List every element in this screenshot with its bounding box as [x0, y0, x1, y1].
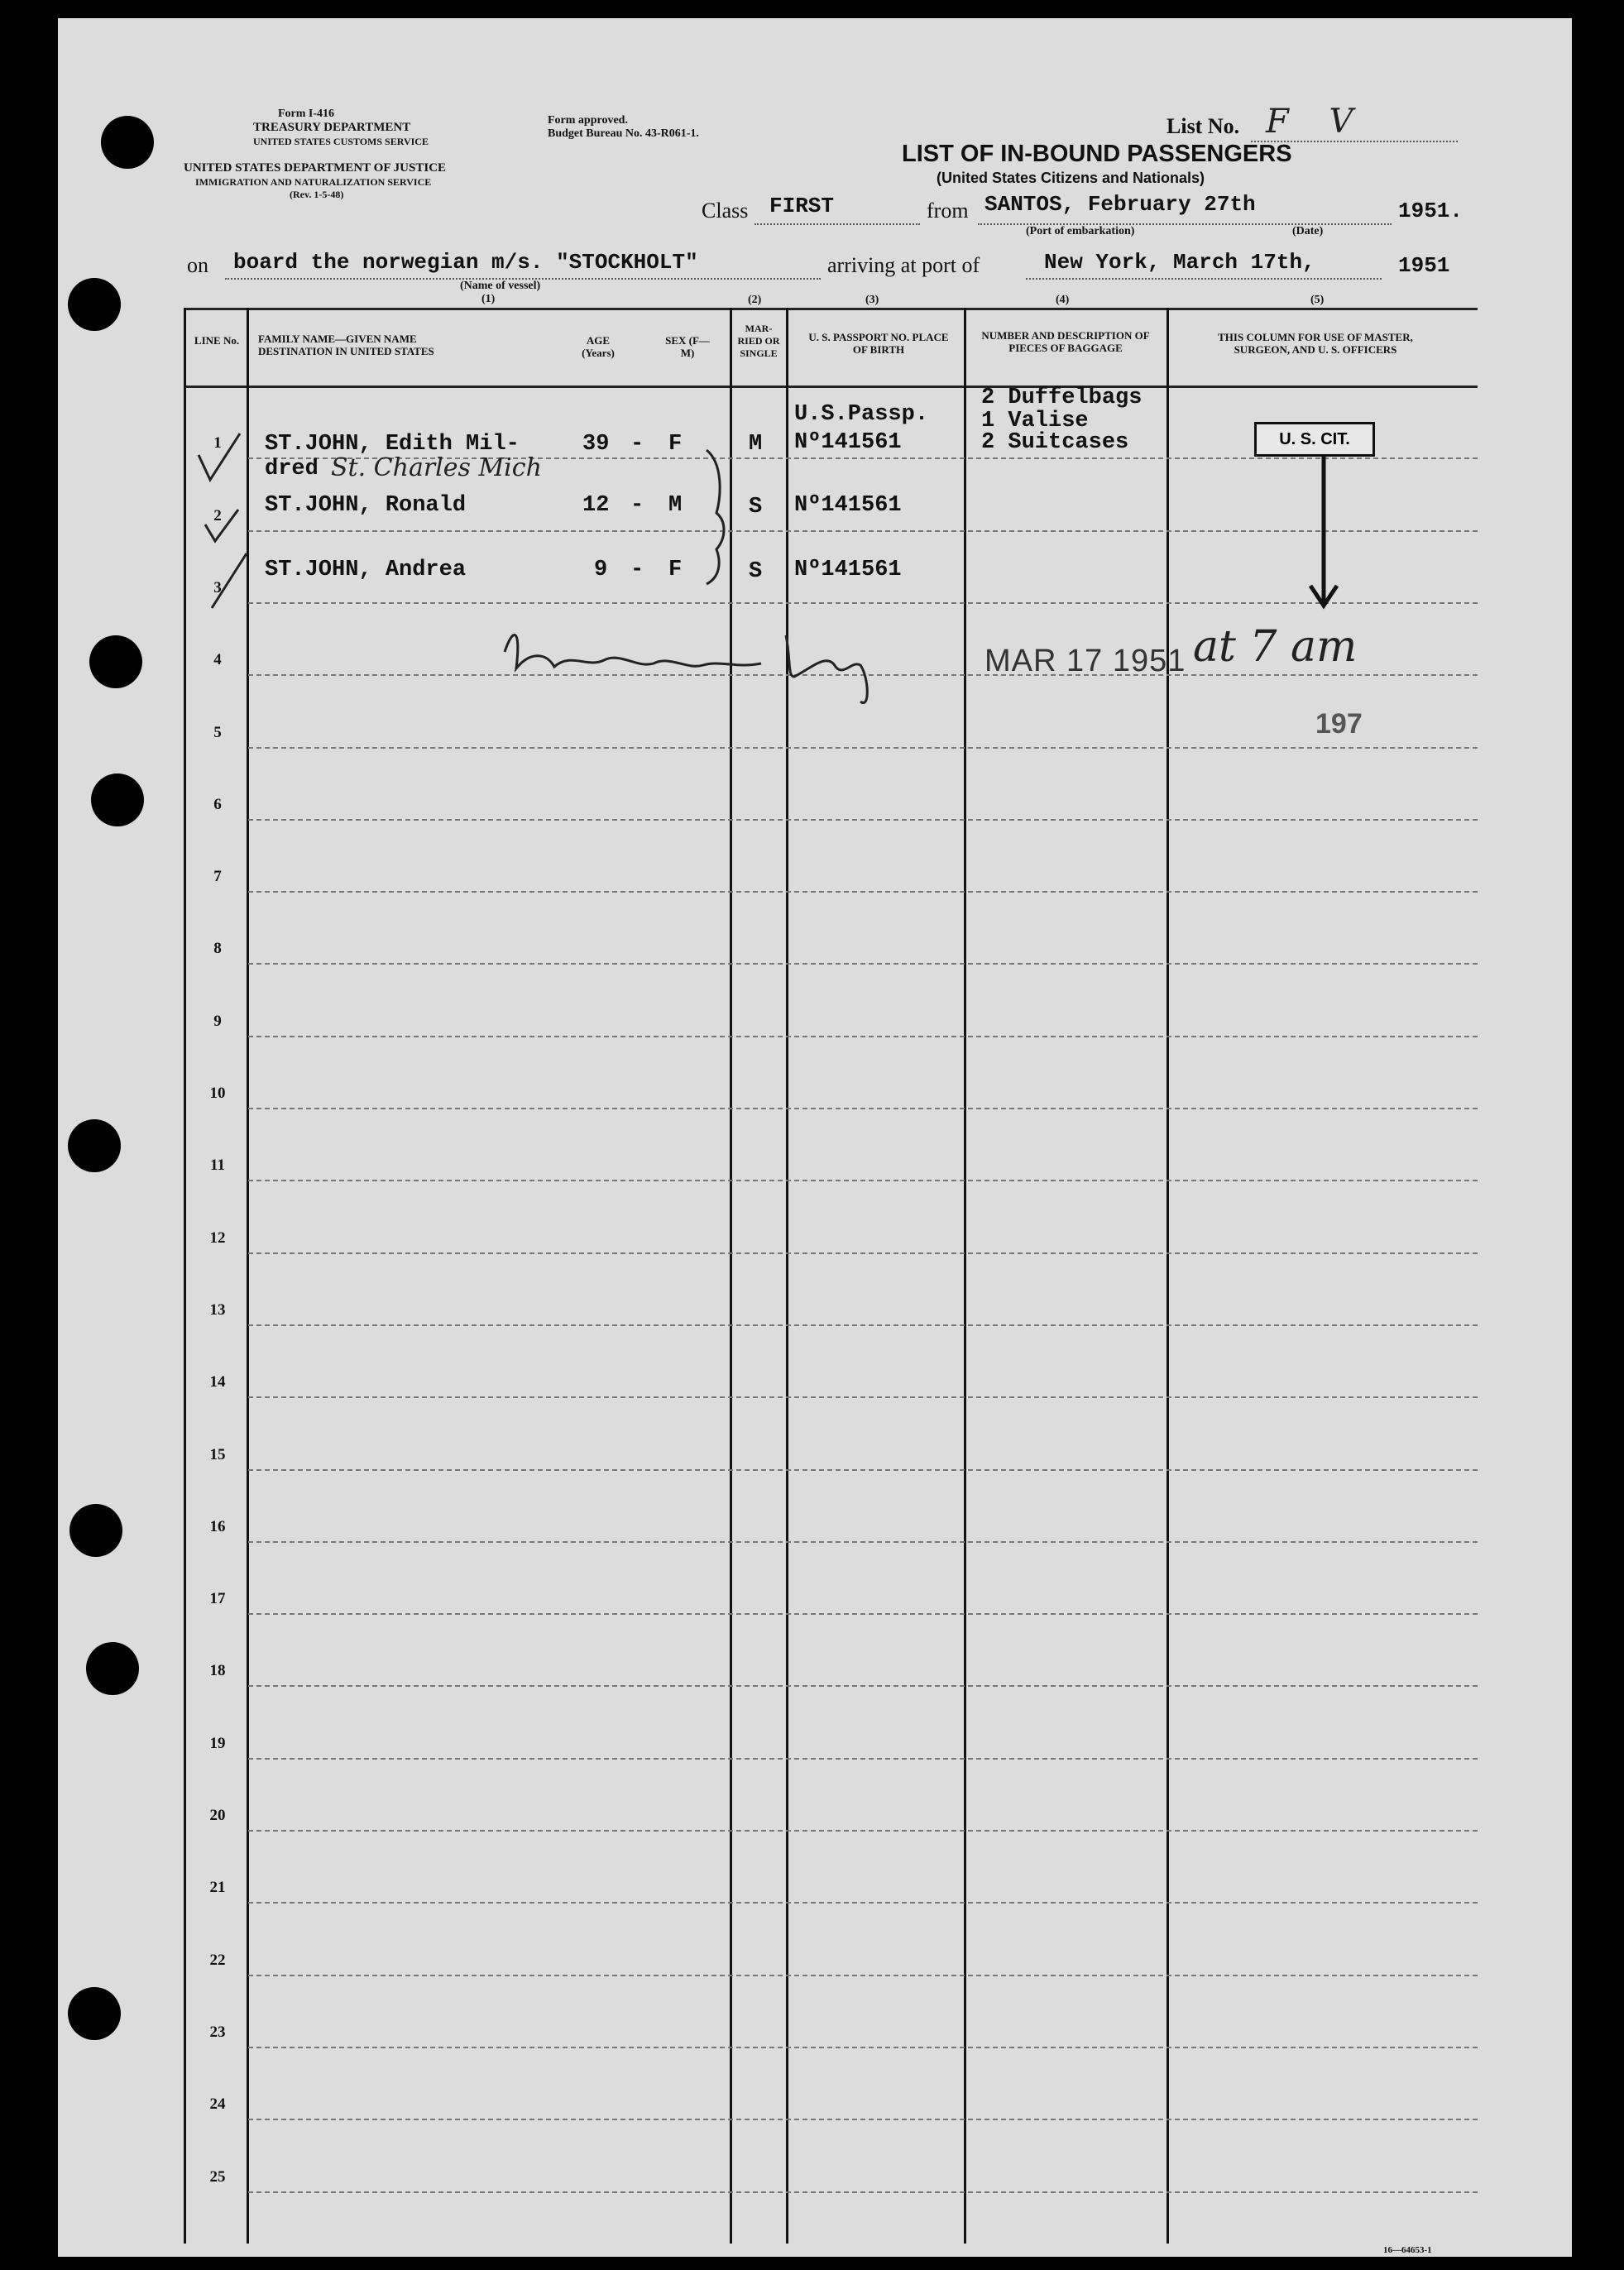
table-row-line: [248, 1180, 1478, 1181]
table-row-line: [248, 1758, 1478, 1760]
punch-hole: [68, 1987, 121, 2040]
class-label: Class: [702, 199, 749, 223]
line-number: 12: [209, 1229, 226, 1247]
table-row-line: [248, 1613, 1478, 1615]
punch-hole: [69, 1504, 122, 1557]
year-1: 1951.: [1398, 199, 1464, 223]
passenger-1-age: 39: [582, 432, 610, 457]
header-baggage: NUMBER AND DESCRIPTION OF PIECES OF BAGGAGE: [981, 329, 1150, 354]
table-left-border: [184, 308, 186, 2244]
table-row-line: [248, 1975, 1478, 1976]
baggage-item: 2 Suitcases: [981, 430, 1129, 455]
punch-hole: [86, 1642, 139, 1695]
line-number: 17: [209, 1590, 226, 1607]
header-married: MAR-RIED OR SINGLE: [737, 323, 780, 359]
class-underline: [755, 223, 920, 225]
line-number: 3: [213, 579, 222, 596]
line-number: 8: [213, 940, 222, 957]
col-number-4: (4): [1056, 294, 1070, 306]
table-row-line: [248, 1902, 1478, 1904]
table-row-line: [248, 1469, 1478, 1471]
line-number: 15: [209, 1446, 226, 1463]
col-divider-passport: [964, 308, 966, 2244]
table-row-line: [248, 1324, 1478, 1326]
us-citizen-stamp: U. S. CIT.: [1254, 422, 1375, 457]
check-mark: [195, 430, 245, 488]
table-row-line: [248, 963, 1478, 965]
line-number: 18: [209, 1662, 226, 1679]
page-title: LIST OF IN-BOUND PASSENGERS: [902, 141, 1292, 167]
revision: (Rev. 1-5-48): [290, 189, 344, 200]
from-label: from: [927, 199, 969, 223]
punch-hole: [68, 278, 121, 331]
line-number: 2: [213, 507, 222, 524]
budget-bureau: Budget Bureau No. 43-R061-1.: [548, 127, 699, 140]
line-number: 4: [213, 651, 222, 668]
table-row-line: [248, 1036, 1478, 1037]
line-number: 25: [209, 2168, 226, 2186]
vessel-col-no: (1): [481, 293, 496, 305]
arriving-label: arriving at port of: [827, 253, 980, 277]
line-number: 22: [209, 1952, 226, 1969]
line-number: 7: [213, 868, 222, 885]
vessel-caption: (Name of vessel): [460, 280, 541, 292]
line-number: 16: [209, 1518, 226, 1535]
punch-hole: [101, 116, 154, 169]
table-row-line: [248, 1252, 1478, 1254]
line-number: 6: [213, 796, 222, 813]
passenger-1-marital: M: [749, 432, 763, 457]
col-divider-name: [730, 308, 732, 2244]
table-row-line: [248, 2119, 1478, 2120]
header-age: AGE (Years): [582, 334, 615, 359]
col-divider-baggage: [1167, 308, 1169, 2244]
header-sex: SEX (F—M): [665, 334, 710, 359]
table-row-line: [248, 891, 1478, 893]
line-number: 19: [209, 1735, 226, 1752]
form-approved: Form approved.: [548, 114, 628, 127]
passenger-2-age: 12: [582, 493, 610, 518]
line-number: 5: [213, 724, 222, 741]
date-stamp: MAR 17 1951: [984, 644, 1186, 678]
ins-name: IMMIGRATION AND NATURALIZATION SERVICE: [195, 176, 432, 188]
passenger-1-dash: -: [630, 432, 644, 457]
col-divider-married: [786, 308, 788, 2244]
table-row-line: [248, 530, 1478, 532]
time-note: at 7 am: [1193, 622, 1358, 672]
inspection-number: 197: [1315, 708, 1363, 740]
table-row-line: [248, 1830, 1478, 1832]
passenger-2-passport: Nº141561: [794, 493, 902, 518]
passenger-3-dash: -: [630, 558, 644, 582]
from-value: SANTOS, February 27th: [984, 192, 1256, 217]
year-2: 1951: [1398, 253, 1450, 278]
footer-code: 16—64653-1: [1383, 2245, 1432, 2255]
family-bracket: [702, 447, 735, 587]
check-mark: [208, 550, 250, 616]
treasury-department: TREASURY DEPARTMENT: [253, 121, 411, 134]
line-number: 21: [209, 1879, 226, 1896]
passenger-1-passport: Nº141561: [794, 430, 902, 455]
on-label: on: [187, 253, 208, 277]
form-number: Form I-416: [278, 108, 335, 120]
table-row-line: [248, 1396, 1478, 1398]
port-embarkation-caption: (Port of embarkation): [1026, 225, 1135, 237]
table-row-line: [248, 602, 1478, 604]
passenger-1-sex: F: [668, 432, 683, 457]
date-caption: (Date): [1292, 225, 1324, 237]
passenger-2-name: ST.JOHN, Ronald: [265, 493, 467, 518]
passenger-1-name: ST.JOHN, Edith Mil-: [265, 432, 520, 457]
table-row-line: [248, 1108, 1478, 1109]
inspector-signature: [496, 619, 943, 718]
list-no-value: F V: [1266, 103, 1368, 141]
passenger-3-marital: S: [749, 559, 763, 584]
arrival-value: New York, March 17th,: [1044, 250, 1315, 275]
line-number: 11: [210, 1157, 225, 1174]
passenger-2-dash: -: [630, 493, 644, 518]
line-number: 1: [213, 434, 222, 452]
header-line-no: LINE No.: [194, 334, 240, 347]
header-officers: THIS COLUMN FOR USE OF MASTER, SURGEON, AND U. S. OFFICERS: [1218, 331, 1413, 356]
passenger-3-age: 9: [594, 558, 608, 582]
table-row-line: [248, 2191, 1478, 2193]
passenger-2-sex: M: [668, 493, 683, 518]
vessel-value: board the norwegian m/s. "STOCKHOLT": [233, 250, 698, 275]
punch-hole: [89, 635, 142, 688]
table-header-border: [184, 386, 1478, 388]
line-number: 10: [209, 1085, 226, 1102]
table-row-line: [248, 1685, 1478, 1687]
passenger-1-name-cont: dred: [265, 457, 319, 481]
header-name-destination: FAMILY NAME—GIVEN NAME DESTINATION IN UNITED STATES: [258, 333, 434, 357]
baggage-item: 2 Duffelbags: [981, 386, 1143, 410]
table-row-line: [248, 819, 1478, 821]
check-mark: [202, 505, 243, 546]
passport-header: U.S.Passp.: [794, 402, 929, 427]
table-top-border: [184, 308, 1478, 310]
justice-department: UNITED STATES DEPARTMENT OF JUSTICE: [184, 161, 447, 175]
arrival-underline: [1026, 278, 1382, 280]
table-row-line: [248, 1541, 1478, 1543]
arrow-down-icon: [1304, 453, 1345, 611]
col-number-3: (3): [865, 294, 879, 306]
line-number: 9: [213, 1013, 222, 1030]
passenger-3-sex: F: [668, 558, 683, 582]
passenger-1-destination: St. Charles Mich: [331, 453, 542, 482]
page-subtitle: (United States Citizens and Nationals): [937, 170, 1205, 186]
customs-service: UNITED STATES CUSTOMS SERVICE: [253, 136, 429, 147]
class-value: FIRST: [769, 194, 835, 218]
line-number: 20: [209, 1807, 226, 1824]
passenger-2-marital: S: [749, 495, 763, 520]
line-number: 13: [209, 1301, 226, 1319]
table-row-line: [248, 747, 1478, 749]
col-number-5: (5): [1310, 294, 1325, 306]
line-number: 24: [209, 2095, 226, 2113]
table-row-line: [248, 2047, 1478, 2048]
passenger-3-passport: Nº141561: [794, 558, 902, 582]
passenger-3-name: ST.JOHN, Andrea: [265, 558, 467, 582]
baggage-item: 1 Valise: [981, 409, 1089, 433]
col-number-2: (2): [748, 294, 762, 306]
line-number: 23: [209, 2023, 226, 2041]
line-number: 14: [209, 1373, 226, 1391]
list-no-label: List No.: [1167, 114, 1240, 138]
header-passport: U. S. PASSPORT NO. PLACE OF BIRTH: [808, 331, 949, 356]
punch-hole: [68, 1119, 121, 1172]
punch-hole: [91, 773, 144, 826]
